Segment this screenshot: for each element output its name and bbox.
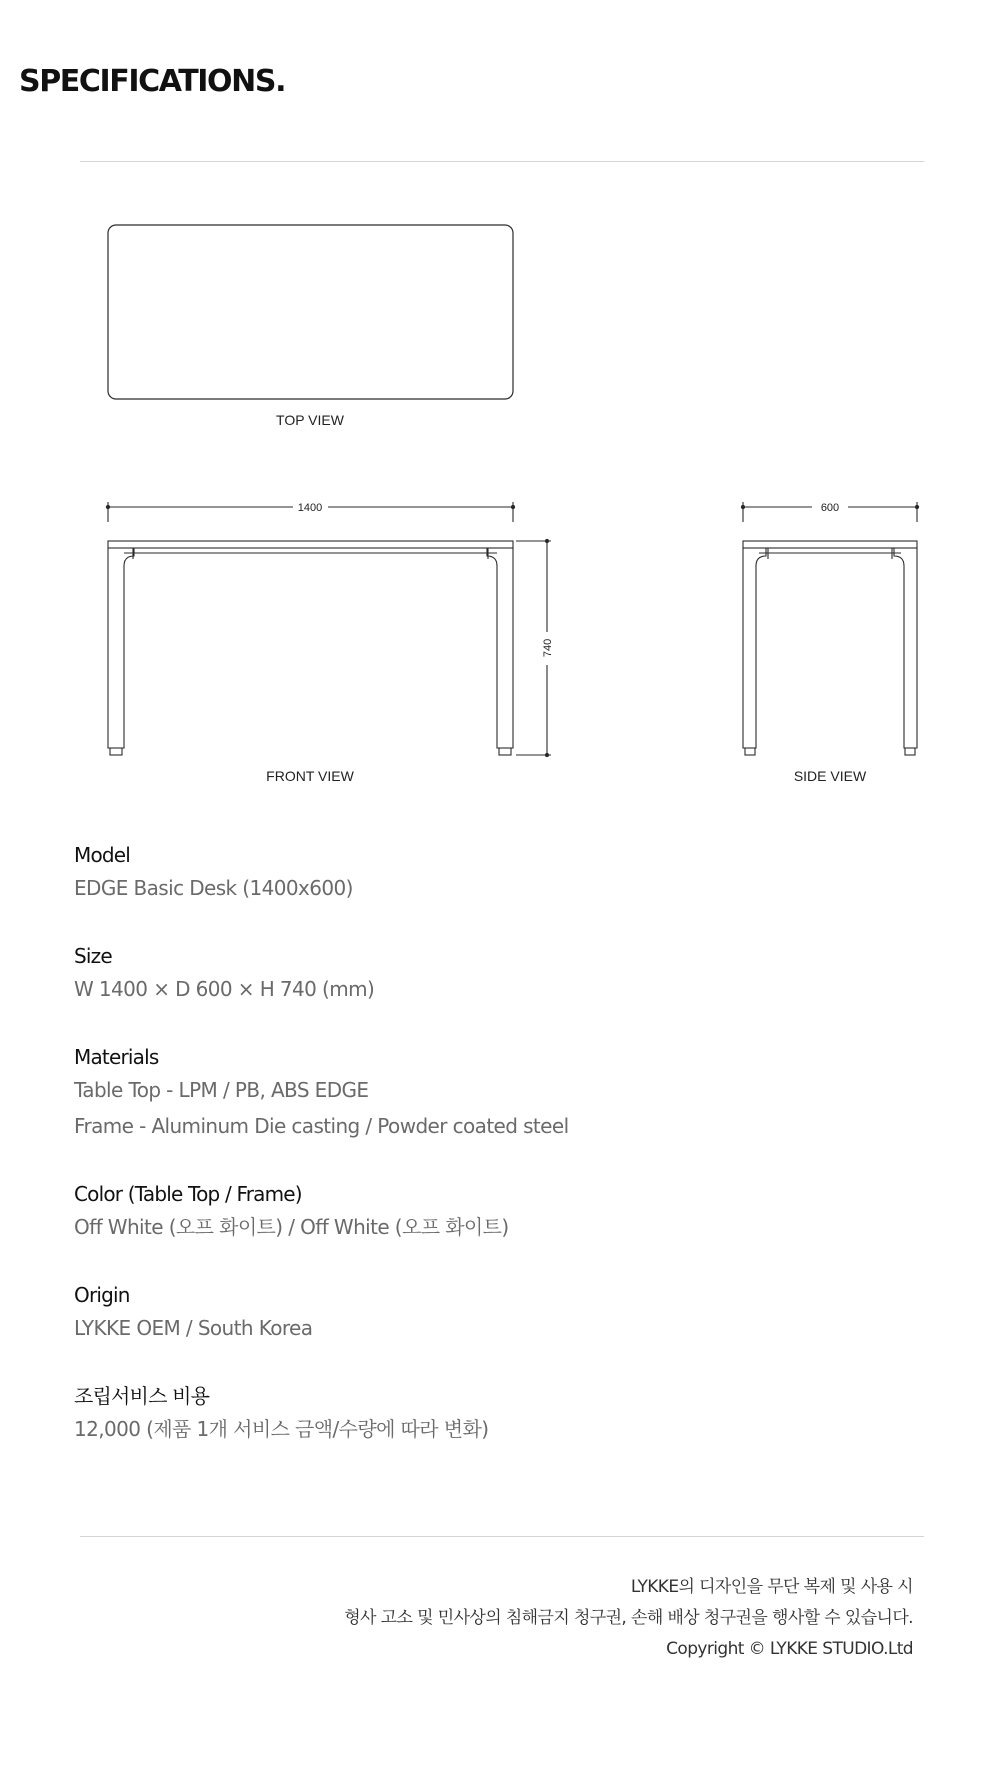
spec-materials-frame: Frame - Aluminum Die casting / Powder coated steel	[74, 1114, 569, 1138]
top-view-label: TOP VIEW	[276, 412, 344, 428]
spec-color-value: Off White (오프 화이트) / Off White (오프 화이트)	[74, 1215, 509, 1239]
spec-color	[74, 1179, 934, 1245]
spec-materials-table-top: Table Top - LPM / PB, ABS EDGE	[74, 1078, 369, 1102]
bottom-divider	[80, 1536, 924, 1537]
spec-model	[74, 840, 934, 906]
spec-size	[74, 941, 934, 1007]
page-title: SPECIFICATIONS.	[19, 64, 286, 99]
spec-origin-value: LYKKE OEM / South Korea	[74, 1316, 313, 1340]
copyright-notice	[344, 1572, 913, 1665]
side-view-label: SIDE VIEW	[793, 768, 867, 784]
copyright-line-1: LYKKE의 디자인을 무단 복제 및 사용 시	[630, 1577, 913, 1597]
spec-assembly-label: 조립서비스 비용	[74, 1384, 210, 1408]
height-dimension-label: 740	[542, 638, 554, 658]
depth-dimension-label: 600	[820, 502, 840, 514]
spec-model-label: Model	[74, 843, 131, 867]
spec-materials	[74, 1042, 934, 1144]
side-view-drawing	[741, 502, 918, 755]
spec-color-label: Color (Table Top / Frame)	[74, 1182, 302, 1206]
width-dimension-label: 1400	[297, 502, 323, 514]
spec-assembly	[74, 1381, 934, 1447]
copyright-line-2: 형사 고소 및 민사상의 침해금지 청구권, 손해 배상 청구권을 행사할 수 있습니다.	[344, 1608, 913, 1628]
spec-origin-label: Origin	[74, 1283, 130, 1307]
spec-model-value: EDGE Basic Desk (1400x600)	[74, 876, 353, 900]
technical-drawings	[0, 0, 1000, 800]
spec-size-value: W 1400 × D 600 × H 740 (mm)	[74, 977, 375, 1001]
spec-materials-label: Materials	[74, 1045, 159, 1069]
spec-list	[74, 840, 934, 1482]
front-view-label: FRONT VIEW	[266, 768, 354, 784]
spec-origin	[74, 1280, 934, 1346]
spec-size-label: Size	[74, 944, 112, 968]
spec-assembly-value: 12,000 (제품 1개 서비스 금액/수량에 따라 변화)	[74, 1417, 489, 1441]
top-view-drawing	[108, 225, 513, 399]
front-view-drawing	[106, 502, 551, 757]
copyright-line-3: Copyright © LYKKE STUDIO.Ltd	[666, 1639, 913, 1659]
